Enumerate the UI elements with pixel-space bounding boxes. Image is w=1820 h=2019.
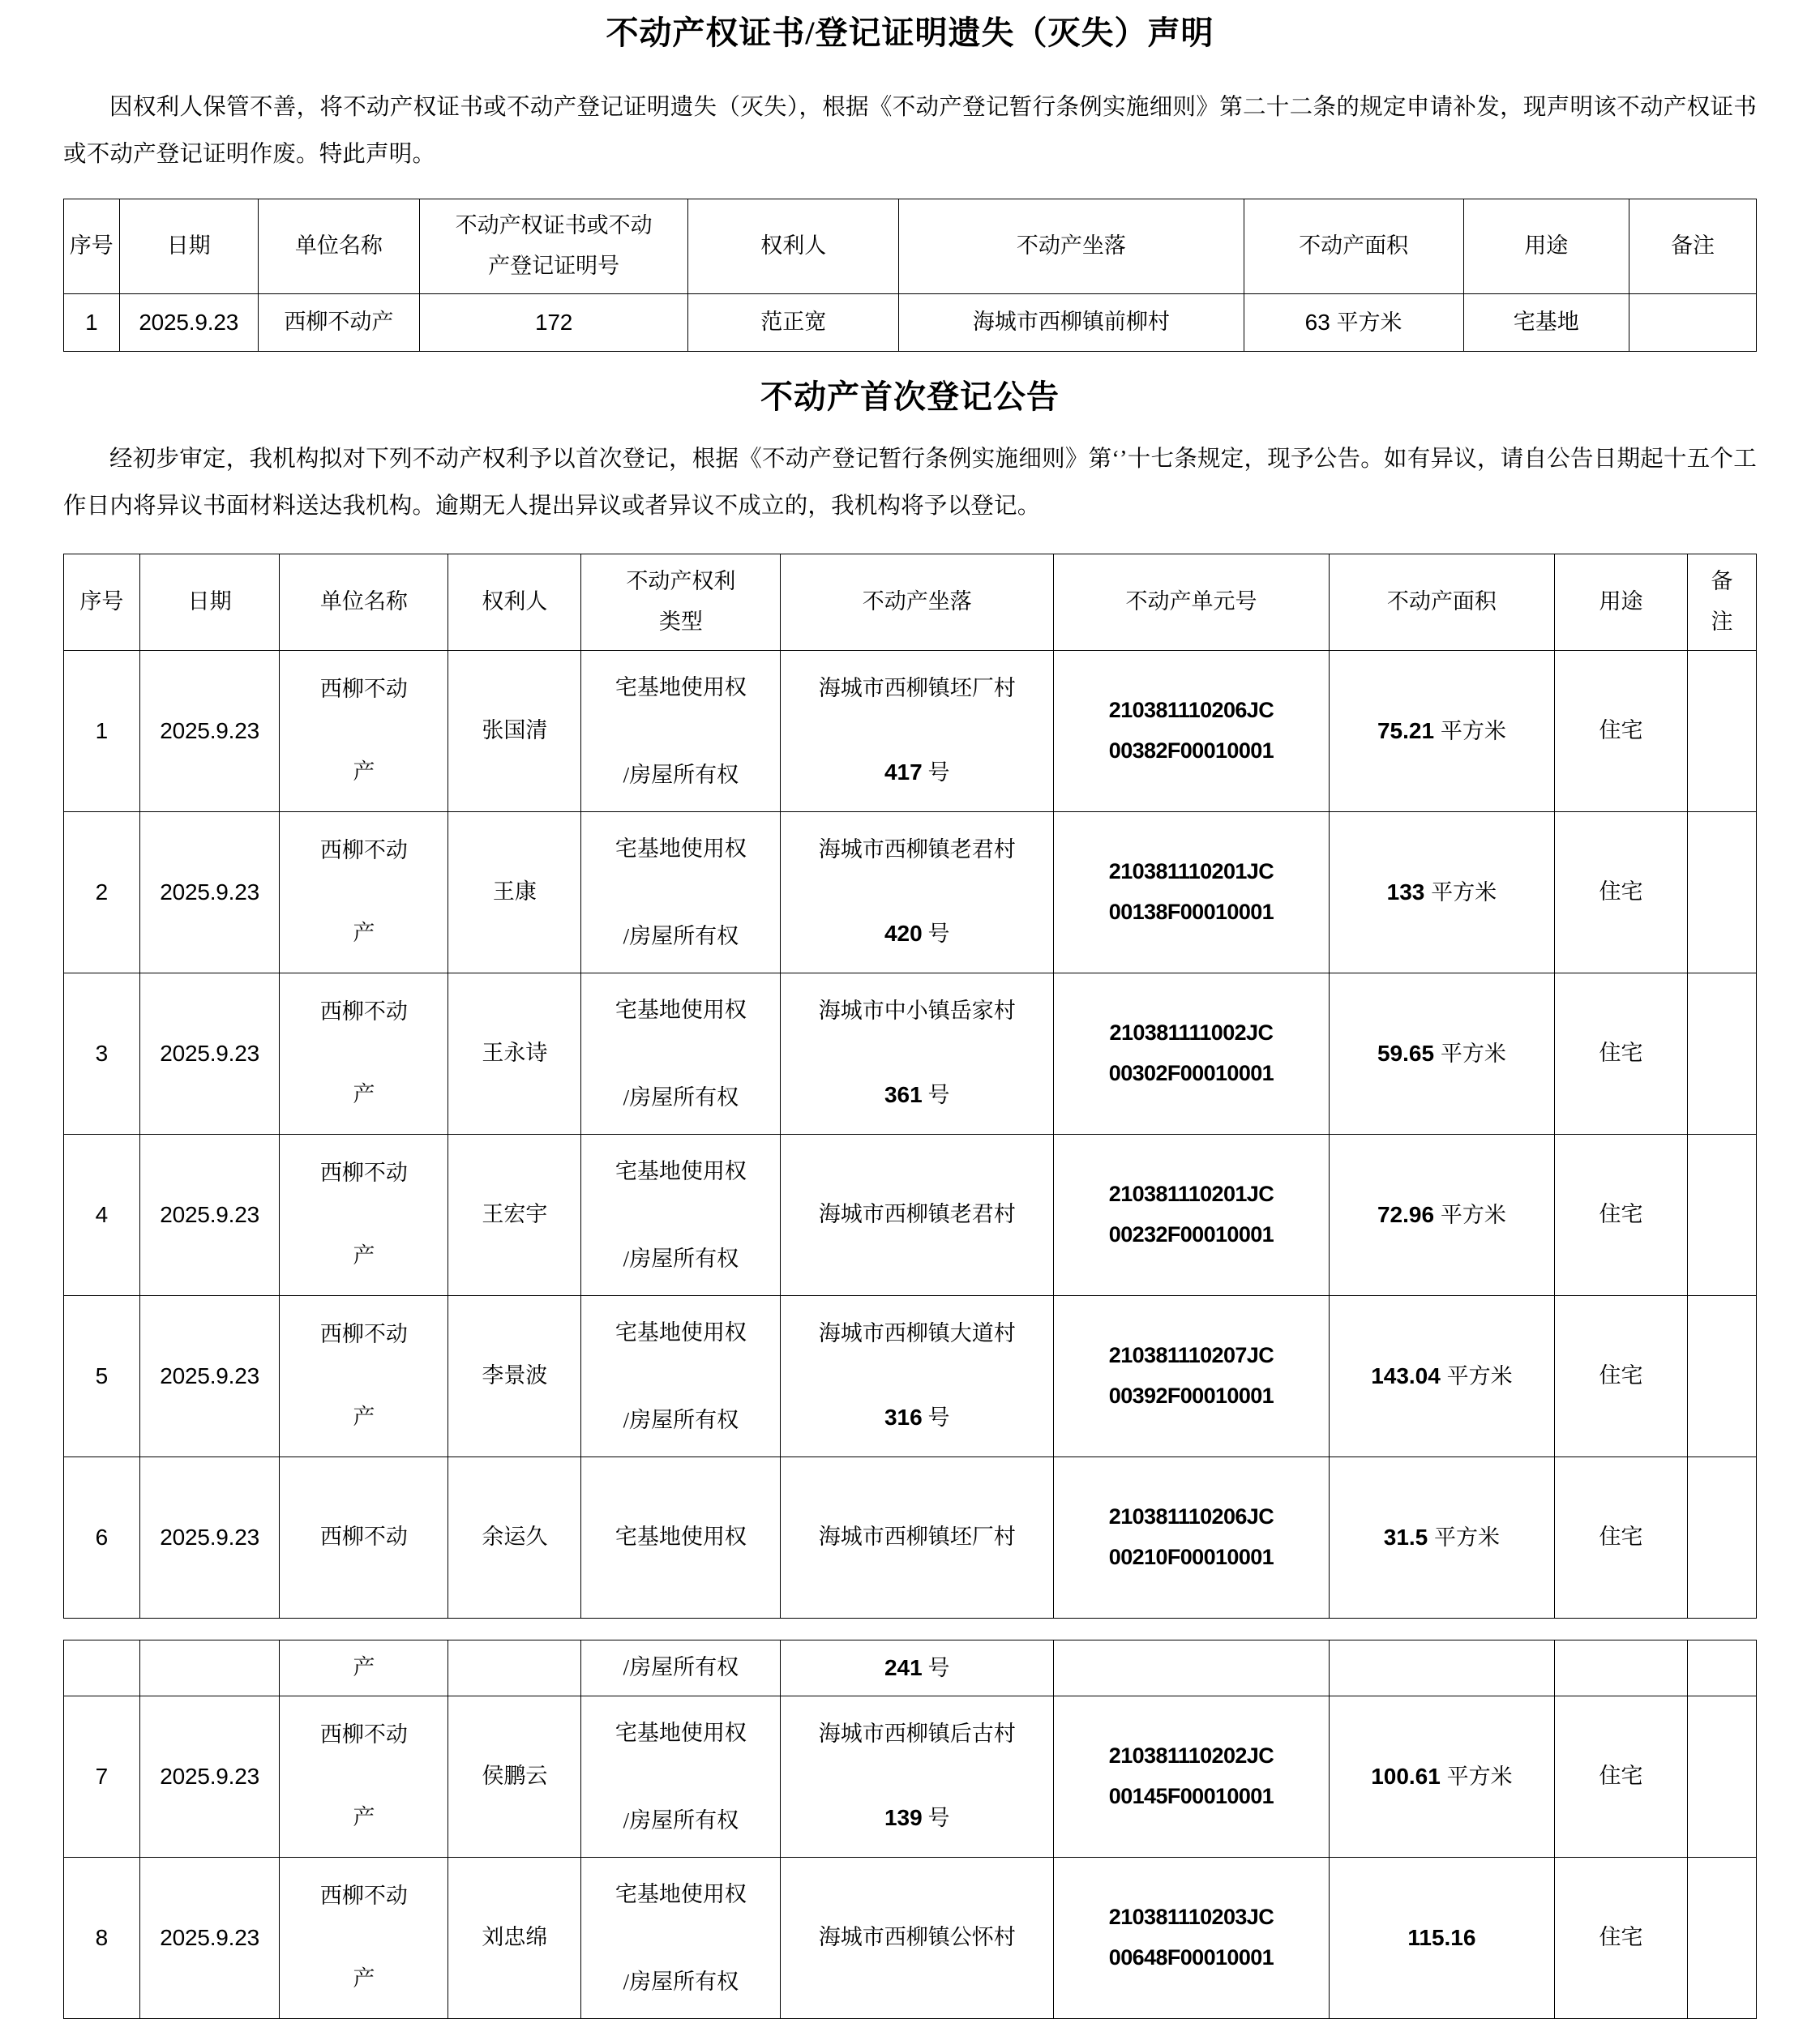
cell-right-type-line2: /房屋所有权 xyxy=(623,924,739,949)
cell-right-type-line2: /房屋所有权 xyxy=(623,1655,739,1680)
table-row xyxy=(64,651,1757,812)
cell-location-line2: 241 号 xyxy=(884,1655,950,1681)
header-unit-code: 不动产单元号 xyxy=(1054,554,1330,651)
cell-area-wrap xyxy=(1329,651,1554,812)
cell-unit-name xyxy=(280,1296,448,1457)
cell-area-wrap xyxy=(1329,1696,1554,1858)
cell-right-type-line1: 宅基地使用权 xyxy=(615,1720,747,1745)
cell-seq xyxy=(64,1640,140,1696)
cell-remark xyxy=(1687,1858,1756,2019)
cell-usage: 宅基地 xyxy=(1463,294,1629,352)
cell-unit-name-line1: 西柳不动 xyxy=(319,1161,408,1186)
page-title: 不动产权证书/登记证明遗失（灭失）声明 xyxy=(606,15,1214,51)
cell-area-value: 143.04 xyxy=(1371,1363,1441,1389)
cell-area xyxy=(1377,1202,1506,1227)
table-row xyxy=(64,1858,1757,2019)
cell-unit-code: 210381110207JC 00392F00010001 xyxy=(1108,1343,1274,1409)
cell-right-type-line1: 宅基地使用权 xyxy=(615,997,747,1022)
header-location: 不动产坐落 xyxy=(781,554,1054,651)
cell-right-type-line2: /房屋所有权 xyxy=(623,1085,739,1110)
cell-unit-name-line2: 产 xyxy=(353,1082,375,1107)
cell-remark xyxy=(1687,1457,1756,1619)
cell-seq: 1 xyxy=(64,294,120,352)
cell-right-type-line2: /房屋所有权 xyxy=(623,1408,739,1433)
cell-date xyxy=(139,1640,280,1696)
cell-unit-name xyxy=(280,1457,448,1619)
header-location: 不动产坐落 xyxy=(899,199,1244,294)
cell-unit-code-wrap xyxy=(1054,1135,1330,1296)
table-header-row xyxy=(64,199,1757,294)
cell-seq: 8 xyxy=(64,1858,140,2019)
cell-unit-name-line1: 西柳不动 xyxy=(319,1722,408,1747)
cell-location xyxy=(781,1135,1054,1296)
cell-location-line1: 海城市西柳镇老君村 xyxy=(818,837,1016,862)
cell-area-unit: 平方米 xyxy=(1446,1364,1513,1389)
table-row xyxy=(64,294,1757,352)
cell-location-line1: 海城市西柳镇老君村 xyxy=(818,1202,1016,1227)
cell-date: 2025.9.23 xyxy=(139,1858,280,2019)
cell-right-type-line1: 宅基地使用权 xyxy=(615,1881,747,1906)
header-unit-name: 单位名称 xyxy=(280,554,448,651)
cell-location-line1: 海城市中小镇岳家村 xyxy=(818,999,1016,1024)
header-certificate-no-line1: 不动产权证书或不动 xyxy=(455,213,653,238)
cell-area-wrap xyxy=(1329,1457,1554,1619)
cell-right-type-line1: 宅基地使用权 xyxy=(615,674,747,699)
cell-location-line1: 海城市西柳镇坯厂村 xyxy=(818,676,1016,701)
header-certificate-no-line2: 产登记证明号 xyxy=(488,254,620,279)
cell-right-type-line2: /房屋所有权 xyxy=(623,1808,739,1833)
cell-unit-name-line2: 产 xyxy=(353,759,375,785)
cell-date: 2025.9.23 xyxy=(139,973,280,1135)
cell-unit-name-line2: 产 xyxy=(353,1405,375,1430)
cell-area-unit: 平方米 xyxy=(1446,1764,1513,1790)
cell-location-line1: 海城市西柳镇公怀村 xyxy=(818,1925,1016,1950)
header-right-type-line2: 类型 xyxy=(658,610,703,635)
cell-seq: 3 xyxy=(64,973,140,1135)
cell-owner: 王宏宇 xyxy=(448,1135,581,1296)
cell-usage: 住宅 xyxy=(1555,1457,1688,1619)
cell-unit-code-wrap xyxy=(1054,973,1330,1135)
cell-date: 2025.9.23 xyxy=(139,651,280,812)
cell-area-value: 31.5 xyxy=(1383,1525,1428,1551)
cell-unit-name xyxy=(280,1858,448,2019)
cell-right-type-line2: /房屋所有权 xyxy=(623,1247,739,1272)
cell-unit-code-wrap xyxy=(1054,812,1330,973)
cell-date: 2025.9.23 xyxy=(139,1135,280,1296)
header-area: 不动产面积 xyxy=(1244,199,1463,294)
cell-owner: 王康 xyxy=(448,812,581,973)
cell-location xyxy=(781,1858,1054,2019)
cell-date: 2025.9.23 xyxy=(139,1696,280,1858)
cell-location xyxy=(781,1296,1054,1457)
cell-area xyxy=(1384,1525,1500,1550)
cell-unit-name-line2: 产 xyxy=(353,921,375,946)
cell-area-unit: 平方米 xyxy=(1431,880,1497,905)
cell-right-type xyxy=(581,1457,781,1619)
cell-area-wrap xyxy=(1329,1640,1554,1696)
header-seq: 序号 xyxy=(64,199,120,294)
cell-right-type-line2: /房屋所有权 xyxy=(623,763,739,788)
cell-unit-code: 210381110201JC 00232F00010001 xyxy=(1108,1182,1274,1247)
cell-location-line2: 139 号 xyxy=(884,1805,950,1831)
cell-seq: 1 xyxy=(64,651,140,812)
cell-unit-code-wrap xyxy=(1054,1696,1330,1858)
header-right-type xyxy=(581,554,781,651)
cell-area-value: 63 xyxy=(1304,310,1330,336)
cell-unit-code: 210381110201JC 00138F00010001 xyxy=(1108,859,1274,925)
cell-area xyxy=(1377,1041,1506,1066)
cell-owner: 刘忠绵 xyxy=(448,1858,581,2019)
page-break-gap xyxy=(63,1619,1757,1640)
cell-right-type-line1: 宅基地使用权 xyxy=(615,1320,747,1345)
cell-unit-code-wrap xyxy=(1054,1457,1330,1619)
cell-right-type-line1: 宅基地使用权 xyxy=(615,1158,747,1183)
cell-remark xyxy=(1687,1696,1756,1858)
cell-owner: 王永诗 xyxy=(448,973,581,1135)
cell-usage: 住宅 xyxy=(1555,812,1688,973)
cell-unit-name xyxy=(280,973,448,1135)
cell-location: 海城市西柳镇前柳村 xyxy=(899,294,1244,352)
cell-right-type-line1: 宅基地使用权 xyxy=(615,1525,747,1550)
cell-area-wrap xyxy=(1329,973,1554,1135)
cell-remark xyxy=(1687,973,1756,1135)
cell-remark xyxy=(1687,1135,1756,1296)
document-page xyxy=(0,11,1820,2019)
cell-usage: 住宅 xyxy=(1555,1296,1688,1457)
cell-right-type xyxy=(581,1858,781,2019)
cell-location-line2: 316 号 xyxy=(884,1405,950,1431)
cell-area xyxy=(1371,1764,1512,1789)
header-usage: 用途 xyxy=(1463,199,1629,294)
cell-usage xyxy=(1555,1640,1688,1696)
table-row xyxy=(64,1696,1757,1858)
cell-unit-code-wrap xyxy=(1054,1640,1330,1696)
header-date: 日期 xyxy=(119,199,258,294)
cell-area xyxy=(1244,294,1463,352)
cell-owner: 范正宽 xyxy=(688,294,899,352)
cell-area-unit: 平方米 xyxy=(1440,1203,1506,1228)
cell-usage: 住宅 xyxy=(1555,1858,1688,2019)
cell-area-unit: 平方米 xyxy=(1336,310,1402,336)
cell-right-type xyxy=(581,812,781,973)
header-date: 日期 xyxy=(139,554,280,651)
header-seq: 序号 xyxy=(64,554,140,651)
header-remark xyxy=(1687,554,1756,651)
cell-area-value: 75.21 xyxy=(1377,718,1435,744)
header-usage: 用途 xyxy=(1555,554,1688,651)
cell-right-type xyxy=(581,1696,781,1858)
cell-unit-name xyxy=(280,812,448,973)
cell-remark xyxy=(1687,1640,1756,1696)
header-remark-line2: 注 xyxy=(1711,610,1733,635)
cell-unit-name-line1: 西柳不动 xyxy=(319,838,408,863)
first-registration-paragraph: 经初步审定，我机构拟对下列不动产权利予以首次登记，根据《不动产登记暂行条例实施细则》第‘’十七条规定，现予公告。如有异议，请自公告日期起十五个工作日内将异议书面材料送达我机构。逾期无人提出异议或者异议不成立的，我机构将予以登记。 xyxy=(63,447,1757,519)
table-row xyxy=(64,1296,1757,1457)
header-right-type-line1: 不动产权利 xyxy=(626,569,736,594)
cell-area-unit: 平方米 xyxy=(1440,719,1506,744)
header-area: 不动产面积 xyxy=(1329,554,1554,651)
cell-owner: 张国清 xyxy=(448,651,581,812)
cell-usage: 住宅 xyxy=(1555,1696,1688,1858)
cell-unit-name xyxy=(280,1135,448,1296)
cell-unit-name: 西柳不动产 xyxy=(258,294,419,352)
cell-area xyxy=(1407,1925,1475,1950)
cell-location xyxy=(781,651,1054,812)
cell-date: 2025.9.23 xyxy=(119,294,258,352)
cell-right-type-line2: /房屋所有权 xyxy=(623,1970,739,1995)
header-owner: 权利人 xyxy=(688,199,899,294)
cell-remark xyxy=(1687,812,1756,973)
cell-unit-name-line1: 西柳不动 xyxy=(319,677,408,702)
cell-area-value: 59.65 xyxy=(1377,1041,1435,1067)
cell-unit-name-line1: 西柳不动 xyxy=(319,1884,408,1909)
cell-right-type xyxy=(581,1135,781,1296)
first-registration-table xyxy=(63,554,1757,1619)
cell-owner: 李景波 xyxy=(448,1296,581,1457)
cell-unit-code: 210381110206JC 00382F00010001 xyxy=(1108,698,1274,764)
cell-area xyxy=(1387,879,1497,905)
cell-owner xyxy=(448,1640,581,1696)
cell-seq: 2 xyxy=(64,812,140,973)
cell-area xyxy=(1371,1363,1512,1388)
cell-unit-name xyxy=(280,1640,448,1696)
cell-location xyxy=(781,812,1054,973)
cell-area-unit: 平方米 xyxy=(1440,1042,1506,1067)
cell-right-type-line1: 宅基地使用权 xyxy=(615,836,747,861)
cell-area-wrap xyxy=(1329,1135,1554,1296)
loss-declaration-paragraph: 因权利人保管不善，将不动产权证书或不动产登记证明遗失（灭失），根据《不动产登记暂行条例实施细则》第二十二条的规定申请补发，现声明该不动产权证书或不动产登记证明作废。特此声明。 xyxy=(63,95,1757,167)
cell-remark xyxy=(1687,651,1756,812)
cell-unit-code: 210381110203JC 00648F00010001 xyxy=(1108,1905,1274,1970)
cell-area xyxy=(1377,718,1506,743)
cell-right-type xyxy=(581,1640,781,1696)
cell-seq: 6 xyxy=(64,1457,140,1619)
cell-unit-code: 210381111002JC 00302F00010001 xyxy=(1108,1020,1274,1086)
cell-date: 2025.9.23 xyxy=(139,1296,280,1457)
table-row xyxy=(64,1135,1757,1296)
table-row-continued xyxy=(64,1640,1757,1696)
cell-location-line1: 海城市西柳镇后古村 xyxy=(818,1722,1016,1747)
cell-location-line2: 420 号 xyxy=(884,921,950,947)
cell-area-value: 100.61 xyxy=(1371,1764,1441,1790)
cell-usage: 住宅 xyxy=(1555,1135,1688,1296)
cell-right-type xyxy=(581,1296,781,1457)
header-owner: 权利人 xyxy=(448,554,581,651)
cell-right-type xyxy=(581,651,781,812)
cell-area-unit: 平方米 xyxy=(1434,1525,1501,1551)
cell-unit-name-line2: 产 xyxy=(353,1655,375,1680)
cell-unit-name xyxy=(280,651,448,812)
cell-unit-code-wrap xyxy=(1054,651,1330,812)
cell-location-line2: 361 号 xyxy=(884,1082,950,1108)
header-remark-line1: 备 xyxy=(1711,569,1733,594)
cell-date: 2025.9.23 xyxy=(139,1457,280,1619)
header-unit-name: 单位名称 xyxy=(258,199,419,294)
cell-usage: 住宅 xyxy=(1555,973,1688,1135)
first-registration-table-continued xyxy=(63,1640,1757,2019)
cell-area-value: 133 xyxy=(1386,879,1425,905)
cell-location-line1: 海城市西柳镇大道村 xyxy=(818,1321,1016,1346)
cell-unit-name-line1: 西柳不动 xyxy=(319,999,408,1024)
cell-location-line2: 417 号 xyxy=(884,759,950,785)
table-header-row xyxy=(64,554,1757,651)
cell-usage: 住宅 xyxy=(1555,651,1688,812)
cell-unit-name-line1: 西柳不动 xyxy=(319,1322,408,1347)
cell-seq: 5 xyxy=(64,1296,140,1457)
table-row xyxy=(64,812,1757,973)
cell-area-wrap xyxy=(1329,1296,1554,1457)
cell-unit-name-line2: 产 xyxy=(353,1966,375,1991)
cell-unit-code-wrap xyxy=(1054,1296,1330,1457)
section-title-first-registration: 不动产首次登记公告 xyxy=(760,379,1060,416)
cell-unit-code: 210381110202JC 00145F00010001 xyxy=(1108,1743,1274,1809)
cell-area-wrap xyxy=(1329,812,1554,973)
cell-right-type xyxy=(581,973,781,1135)
cell-seq: 7 xyxy=(64,1696,140,1858)
cell-location xyxy=(781,973,1054,1135)
cell-location xyxy=(781,1640,1054,1696)
cell-date: 2025.9.23 xyxy=(139,812,280,973)
cell-certificate-no: 172 xyxy=(419,294,688,352)
table-row xyxy=(64,973,1757,1135)
cell-area-value: 72.96 xyxy=(1377,1202,1435,1228)
cell-owner: 余运久 xyxy=(448,1457,581,1619)
loss-declaration-table xyxy=(63,199,1757,352)
header-certificate-no xyxy=(419,199,688,294)
cell-remark xyxy=(1629,294,1756,352)
cell-location-line1: 海城市西柳镇坯厂村 xyxy=(818,1525,1016,1550)
cell-location xyxy=(781,1696,1054,1858)
table-row xyxy=(64,1457,1757,1619)
cell-unit-name xyxy=(280,1696,448,1858)
cell-unit-name-line1: 西柳不动 xyxy=(319,1525,408,1550)
cell-unit-name-line2: 产 xyxy=(353,1243,375,1268)
cell-seq: 4 xyxy=(64,1135,140,1296)
cell-area-wrap xyxy=(1329,1858,1554,2019)
cell-owner: 侯鹏云 xyxy=(448,1696,581,1858)
cell-unit-code: 210381110206JC 00210F00010001 xyxy=(1108,1504,1274,1570)
header-remark: 备注 xyxy=(1629,199,1756,294)
cell-location xyxy=(781,1457,1054,1619)
cell-area-value: 115.16 xyxy=(1407,1925,1476,1951)
cell-unit-code-wrap xyxy=(1054,1858,1330,2019)
cell-remark xyxy=(1687,1296,1756,1457)
cell-unit-name-line2: 产 xyxy=(353,1805,375,1830)
